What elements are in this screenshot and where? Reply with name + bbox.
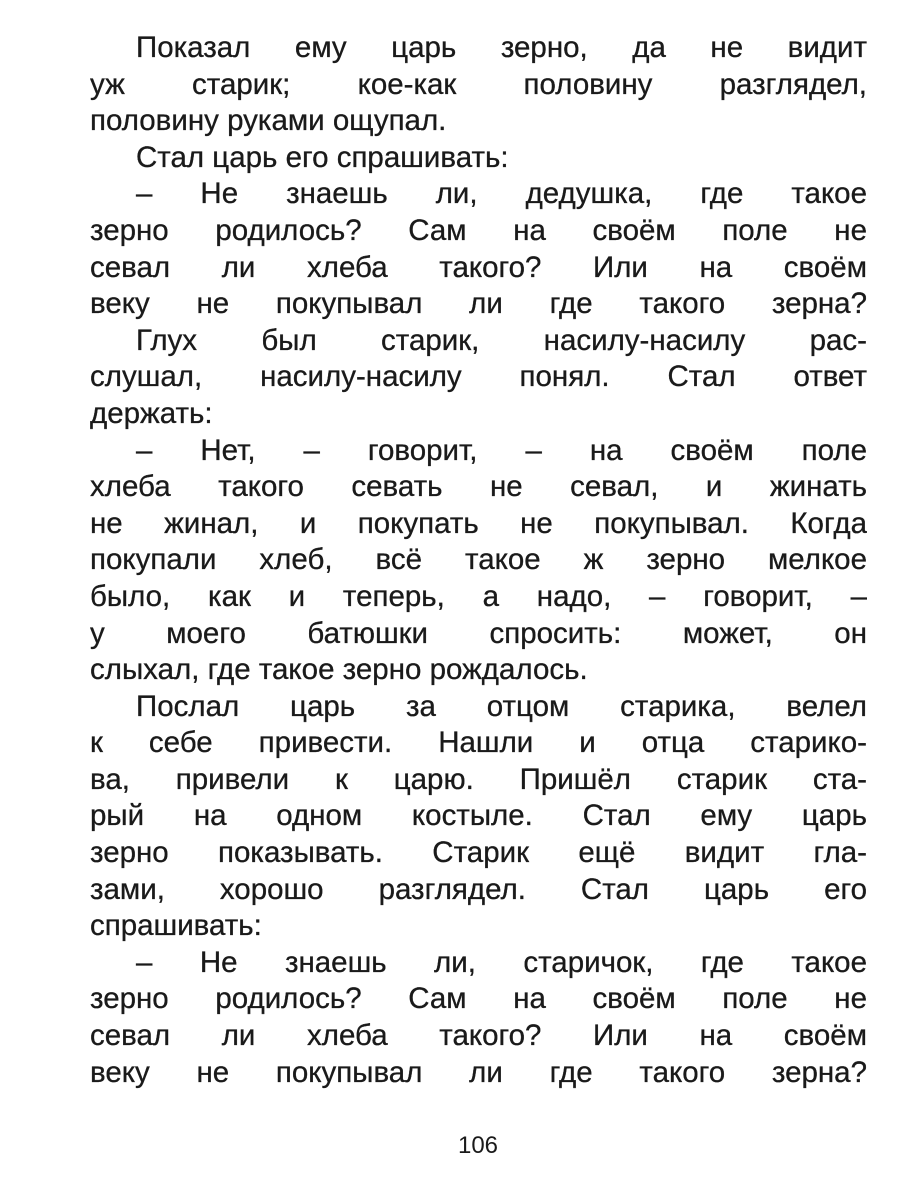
text-line: к себе привести. Нашли и отца старико- — [90, 726, 867, 760]
paragraph — [90, 945, 867, 1091]
text-line: – Не знаешь ли, старичок, где такое — [136, 945, 867, 979]
text-line: держать: — [90, 396, 213, 430]
text-line: зами, хорошо разглядел. Стал царь его — [90, 872, 867, 906]
paragraph — [90, 433, 867, 689]
text-line: было, как и теперь, а надо, – говорит, – — [90, 579, 867, 613]
text-line: Глух был старик, насилу-насилу рас- — [136, 323, 867, 357]
text-line: слушал, насилу-насилу понял. Стал ответ — [90, 360, 867, 394]
text-line: рый на одном костыле. Стал ему царь — [90, 799, 867, 833]
text-line: севал ли хлеба такого? Или на своём — [90, 250, 867, 284]
text-line: хлеба такого севать не севал, и жинать — [90, 470, 867, 504]
paragraph — [90, 323, 867, 433]
text-line: половину руками ощупал. — [90, 104, 447, 138]
text-line: зерно родилось? Сам на своём поле не — [90, 982, 867, 1016]
paragraph — [90, 689, 867, 945]
text-line: Послал царь за отцом старика, велел — [136, 689, 867, 723]
paragraph — [90, 30, 867, 140]
text-line: ва, привели к царю. Пришёл старик ста- — [90, 762, 867, 796]
text-line: Стал царь его спрашивать: — [136, 140, 509, 174]
text-line: севал ли хлеба такого? Или на своём — [90, 1019, 867, 1053]
text-line: Показал ему царь зерно, да не видит — [136, 31, 867, 64]
text-line: веку не покупывал ли где такого зерна? — [90, 1055, 867, 1089]
text-line: покупали хлеб, всё такое ж зерно мелкое — [90, 543, 867, 577]
paragraph — [90, 176, 867, 322]
text-line: слыхал, где такое зерно рождалось. — [90, 653, 588, 687]
page-text — [90, 30, 867, 1091]
text-line: у моего батюшки спросить: может, он — [90, 616, 867, 650]
text-line: уж старик; кое-как половину разглядел, — [90, 67, 867, 101]
text-line: зерно родилось? Сам на своём поле не — [90, 213, 867, 247]
text-line: – Нет, – говорит, – на своём поле — [136, 433, 867, 467]
text-line: – Не знаешь ли, дедушка, где такое — [136, 177, 867, 211]
page-number: 106 — [457, 1132, 499, 1159]
text-line: спрашивать: — [90, 909, 262, 943]
text-line: зерно показывать. Старик ещё видит гла- — [90, 836, 867, 870]
paragraph — [90, 140, 867, 177]
text-line: не жинал, и покупать не покупывал. Когда — [90, 506, 867, 540]
text-line: веку не покупывал ли где такого зерна? — [90, 287, 867, 321]
